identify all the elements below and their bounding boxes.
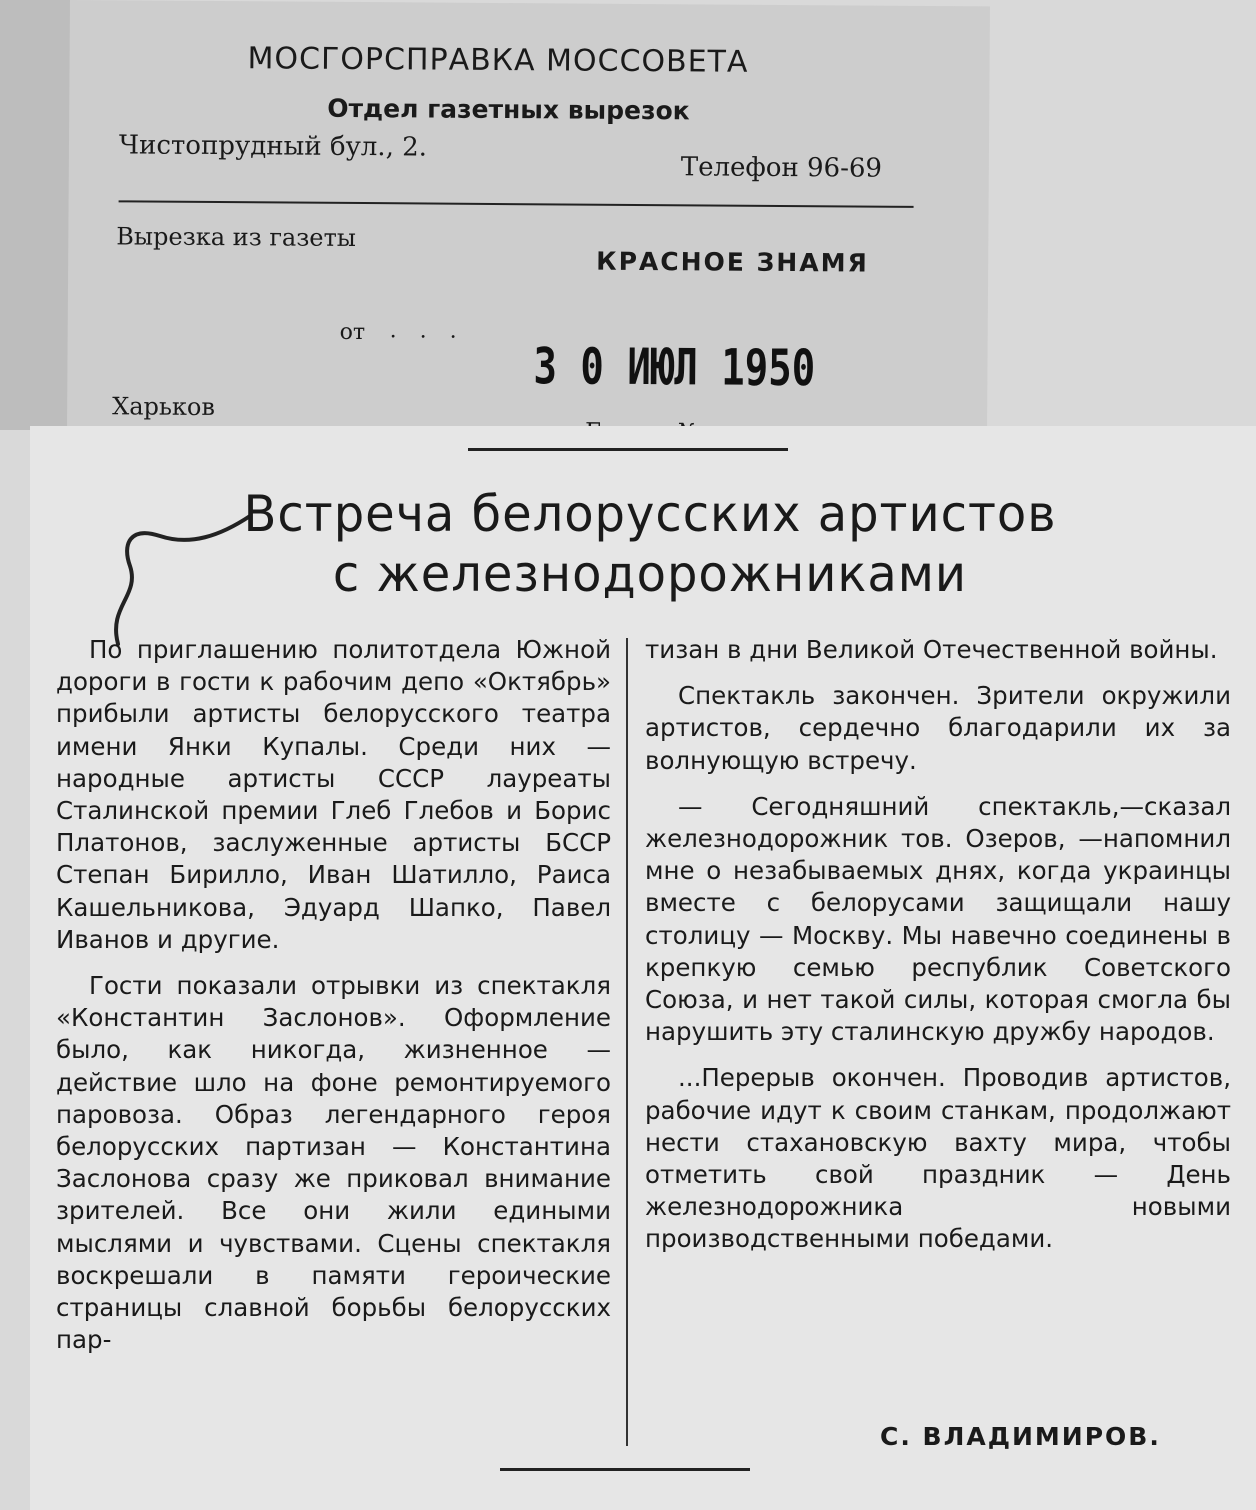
headline-line-1: Встреча белорусских артистов — [243, 485, 1057, 543]
agency-name: МОСГОРСПРАВКА МОССОВЕТА — [247, 41, 749, 80]
paragraph: Спектакль закончен. Зрители окружили артистов, сердечно благодарили их за волнующую встречу. — [645, 681, 1231, 775]
paragraph: тизан в дни Великой Отечественной войны. — [645, 635, 1218, 664]
paragraph: — Сегодняшний спектакль,—сказал железнодорожник тов. Озеров, —напомнил мне о незабываемых днях, когда украинцы вместе с белорусами защищали нашу столицу — Москву. Мы навечно соединены в крепкую семью республик Советского Союза, и нет такой силы, которая смогла бы нарушить эту сталинскую дружбу народов. — [645, 791, 1231, 1047]
paragraph: ...Перерыв окончен. Проводив артистов, рабочие идут к своим станкам, продолжают нести стахановскую вахту мира, чтобы отметить свой праздник — День железнодорожника новыми производственными победами. — [645, 1063, 1231, 1254]
newspaper-name: КРАСНОЕ ЗНАМЯ — [596, 246, 869, 278]
department-name: Отдел газетных вырезок — [327, 93, 690, 126]
article-signature: С. ВЛАДИМИРОВ. — [880, 1422, 1161, 1451]
clipping-service-form — [67, 0, 990, 446]
article-column-left — [56, 634, 611, 1370]
clipping-bottom-rule — [500, 1468, 750, 1471]
scan-margin — [0, 0, 70, 430]
article-column-right — [645, 634, 1231, 1270]
date-dots: . . . — [389, 318, 465, 344]
newspaper-clipping — [30, 426, 1256, 1510]
city-name: Харьков — [112, 392, 216, 422]
date-label: от — [339, 319, 366, 346]
column-divider — [626, 638, 628, 1446]
headline-line-2: с железнодорожниками — [332, 545, 968, 603]
article-headline — [132, 484, 1169, 604]
form-divider — [119, 200, 914, 208]
cut-from-label: Вырезка из газеты — [116, 222, 357, 253]
agency-phone: Телефон 96-69 — [680, 152, 883, 184]
agency-address: Чистопрудный бул., 2. — [118, 130, 428, 163]
clipping-top-rule — [468, 448, 788, 451]
paragraph: По приглашению политотдела Южной дороги в гости к рабочим депо «Октябрь» прибыли артисты белорусского театра имени Янки Купалы. Среди них — народные артисты СССР лауреаты Сталинской премии Глеб Глебов и Борис Платонов, заслуженные артисты БССР Степан Бирилло, Иван Шатилло, Раиса Кашельникова, Эдуард Шапко, Павел Иванов и другие. — [56, 635, 611, 954]
paragraph: Гости показали отрывки из спектакля «Константин Заслонов». Оформление было, как никогда, жизненное — действие шло на фоне ремонтируемого паровоза. Образ легендарного героя белорусских партизан — Константина Заслонова сразу же приковал внимание зрителей. Все они жили едиными мыслями и чувствами. Сцены спектакля воскрешали в памяти героические страницы славной борьбы белорусских пар- — [56, 971, 611, 1355]
date-stamp: 3 0 ИЮЛ 1950 — [533, 337, 816, 398]
